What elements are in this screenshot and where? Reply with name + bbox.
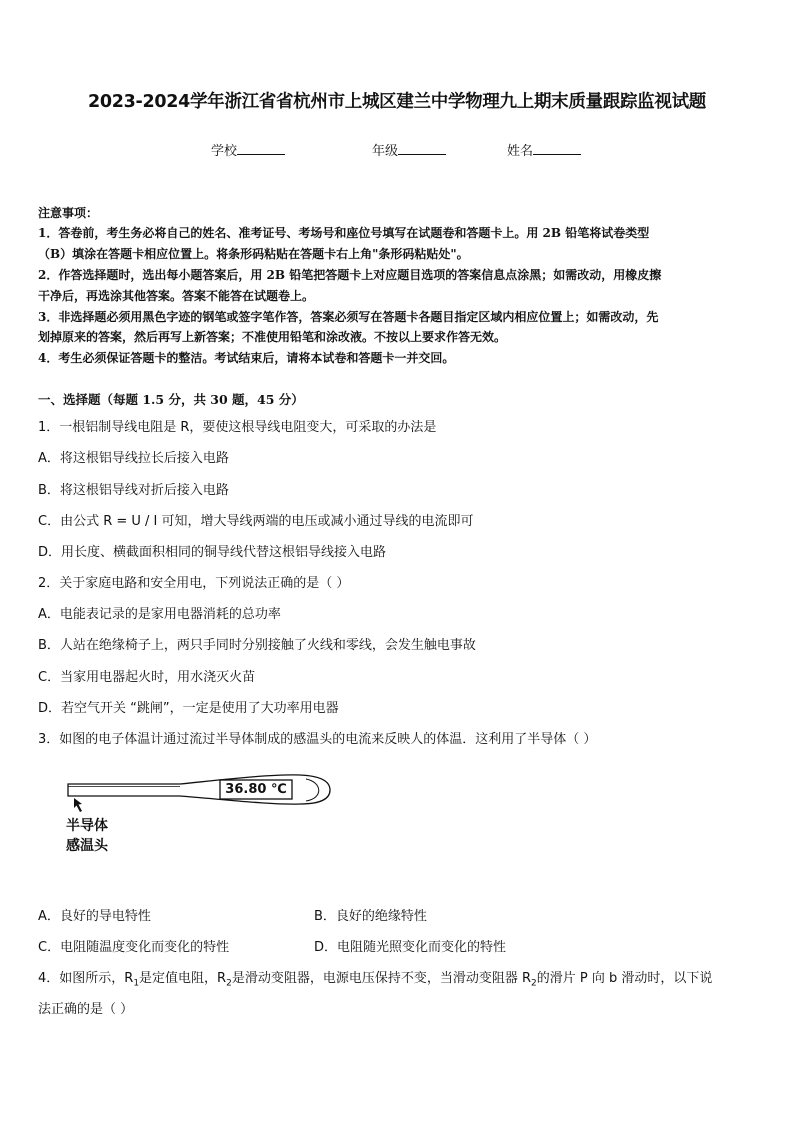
q3-option-b: B．良好的绝缘特性 [314,909,427,924]
thermometer-drawing [60,768,340,810]
grade-blank[interactable] [398,142,446,155]
q4-text: 是定值电阻，R [139,971,227,986]
q4-stem-line2: 法正确的是（ ） [38,1002,134,1017]
q2-option-d: D．若空气开关 “跳闸”，一定是使用了大功率用电器 [38,701,339,716]
q4-text: 是滑动变阻器，电源电压保持不变，当滑动变阻器 R [231,971,531,986]
q1-option-c: C．由公式 R = U / I 可知，增大导线两端的电压或减小通过导线的电流即可 [38,514,474,529]
q4-subscript: 2 [531,978,537,989]
thermometer-display: 36.80 ℃ [225,782,287,797]
page-title: 2023-2024学年浙江省省杭州市上城区建兰中学物理九上期末质量跟踪监视试题 [88,92,706,112]
q1-option-b: B．将这根铝导线对折后接入电路 [38,483,229,498]
q4-subscript: 2 [226,978,232,989]
q4-subscript: 1 [133,978,140,989]
school-label: 学校 [211,144,238,159]
q3-option-d: D．电阻随光照变化而变化的特性 [314,940,507,955]
q3-option-a: A．良好的导电特性 [38,909,151,924]
q4-stem-line1 [38,967,712,989]
q4-text: 4．如图所示，R [38,971,134,986]
q3-option-c: C．电阻随温度变化而变化的特性 [38,940,230,955]
section-heading: 一、选择题（每题 1.5 分，共 30 题，45 分） [38,392,304,407]
q2-stem: 2．关于家庭电路和安全用电，下列说法正确的是（ ） [38,576,350,591]
thermometer-label-1: 半导体 [66,818,108,834]
q2-option-b: B．人站在绝缘椅子上，两只手同时分别接触了火线和零线，会发生触电事故 [38,638,476,653]
q3-stem: 3．如图的电子体温计通过流过半导体制成的感温头的电流来反映人的体温．这利用了半导体（ ） [38,732,597,747]
school-blank[interactable] [237,142,285,155]
name-label: 姓名 [507,144,534,159]
notes-line: 干净后，再选涂其他答案。答案不能答在试题卷上。 [38,289,315,303]
grade-label: 年级 [372,144,399,159]
notes-line: 3．非选择题必须用黑色字迹的钢笔或签字笔作答，答案必须写在答题卡各题目指定区域内相应位置上；如需改动，先 [38,310,659,324]
notes-line: （B）填涂在答题卡相应位置上。将条形码粘贴在答题卡右上角"条形码粘贴处"。 [38,247,469,261]
thermometer-label-2: 感温头 [66,838,108,854]
notes-line: 4．考生必须保证答题卡的整洁。考试结束后，请将本试卷和答题卡一并交回。 [38,351,455,365]
q2-option-a: A．电能表记录的是家用电器消耗的总功率 [38,607,281,622]
pointer-arrow-icon [68,796,88,818]
grade-field [372,140,446,159]
thermometer-figure [60,768,340,810]
name-blank[interactable] [533,142,581,155]
q2-option-c: C．当家用电器起火时，用水浇灭火苗 [38,670,256,685]
notes-line: 2．作答选择题时，选出每小题答案后，用 2B 铅笔把答题卡上对应题目选项的答案信息点涂黑；如需改动，用橡皮擦 [38,268,662,282]
q1-option-a: A．将这根铝导线拉长后接入电路 [38,451,229,466]
name-field [507,140,581,159]
q1-option-d: D．用长度、横截面积相同的铜导线代替这根铝导线接入电路 [38,545,387,560]
notes-heading: 注意事项： [38,206,99,220]
notes-line: 划掉原来的答案，然后再写上新答案；不准使用铅笔和涂改液。不按以上要求作答无效。 [38,330,507,344]
notes-line: 1．答卷前，考生务必将自己的姓名、准考证号、考场号和座位号填写在试题卷和答题卡上。用 2B 铅笔将试卷类型 [38,226,650,240]
q4-text: 的滑片 P 向 b 滑动时，以下说 [536,971,713,986]
school-field [211,140,285,159]
q1-stem: 1．一根铝制导线电阻是 R，要使这根导线电阻变大，可采取的办法是 [38,420,437,435]
